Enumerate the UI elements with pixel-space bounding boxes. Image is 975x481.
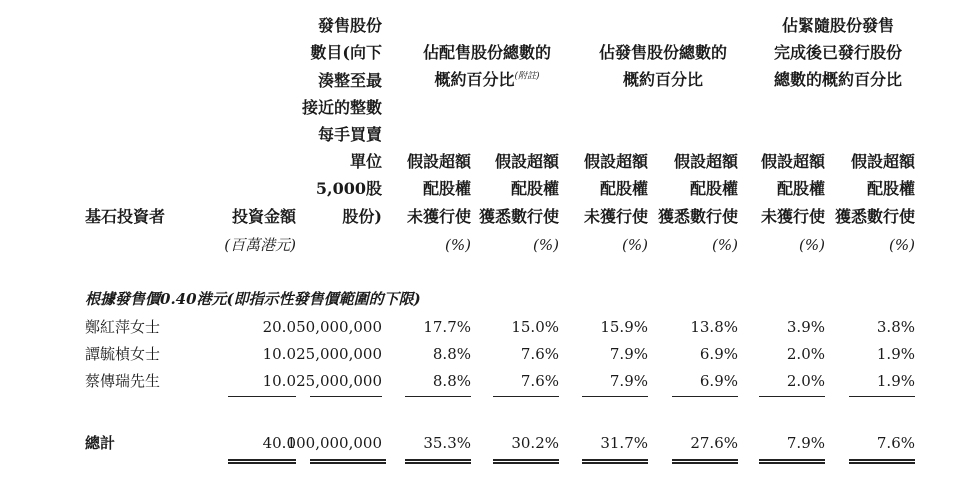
header-shares-line: 接近的整數 bbox=[301, 98, 382, 117]
percent-cell: 15.9% bbox=[600, 318, 648, 336]
shares-cell: 25,000,000 bbox=[296, 372, 382, 390]
group1-header-line: 概約百分比$^{(附註)}$ bbox=[434, 70, 540, 89]
unit-percent: (%) bbox=[799, 236, 825, 254]
unit-percent: (%) bbox=[445, 236, 471, 254]
sub-header-line: 假設超額 bbox=[760, 152, 825, 171]
amount-cell: 20.0 bbox=[262, 318, 296, 336]
sub-header-line: 假設超額 bbox=[850, 152, 915, 171]
percent-cell: 17.7% bbox=[423, 318, 471, 336]
percent-cell: 8.8% bbox=[432, 372, 471, 390]
section-title: 根據發售價0.40港元(即指示性發售價範圍的下限) bbox=[85, 290, 421, 308]
sub-header-line: 配股權 bbox=[776, 179, 825, 198]
investor-name: 譚毓楨女士 bbox=[85, 345, 161, 363]
header-amount: 投資金額 bbox=[231, 207, 296, 226]
header-shares-line: 單位 bbox=[349, 152, 382, 171]
header-shares-line: 發售股份 bbox=[317, 16, 382, 35]
footnote-ref: (附註) bbox=[514, 71, 540, 82]
subtotal-rule bbox=[405, 396, 471, 397]
sub-header-line: 獲悉數行使 bbox=[657, 207, 738, 226]
total-double-rule bbox=[405, 459, 471, 464]
sub-header-line: 配股權 bbox=[599, 179, 648, 198]
total-percent: 7.6% bbox=[876, 434, 915, 452]
percent-cell: 15.0% bbox=[511, 318, 559, 336]
percent-cell: 7.9% bbox=[609, 345, 648, 363]
subtotal-rule bbox=[849, 396, 915, 397]
total-label: 總計 bbox=[85, 434, 116, 452]
percent-cell: 7.9% bbox=[609, 372, 648, 390]
total-percent: 35.3% bbox=[423, 434, 471, 452]
group3-header-line: 完成後已發行股份 bbox=[773, 43, 902, 62]
header-shares-line: 每手買賣 bbox=[317, 125, 382, 144]
header-shares-line: 5,000股 bbox=[315, 179, 382, 198]
total-percent: 27.6% bbox=[690, 434, 738, 452]
investor-name: 蔡傳瑞先生 bbox=[85, 372, 161, 390]
percent-cell: 7.6% bbox=[520, 372, 559, 390]
total-double-rule bbox=[759, 459, 825, 464]
total-double-rule bbox=[849, 459, 915, 464]
total-double-rule bbox=[310, 459, 386, 464]
percent-cell: 6.9% bbox=[699, 345, 738, 363]
percent-cell: 8.8% bbox=[432, 345, 471, 363]
group1-header-line: 佔配售股份總數的 bbox=[422, 43, 551, 62]
percent-cell: 3.8% bbox=[876, 318, 915, 336]
sub-header-line: 未獲行使 bbox=[406, 207, 471, 226]
total-double-rule bbox=[493, 459, 559, 464]
header-shares-line: 湊整至最 bbox=[317, 71, 382, 90]
sub-header-line: 配股權 bbox=[866, 179, 915, 198]
percent-cell: 6.9% bbox=[699, 372, 738, 390]
group3-header-line: 總數的概約百分比 bbox=[773, 70, 902, 89]
total-percent: 7.9% bbox=[786, 434, 825, 452]
header-investor: 基石投資者 bbox=[85, 207, 166, 226]
sub-header-line: 未獲行使 bbox=[583, 207, 648, 226]
sub-header-line: 配股權 bbox=[510, 179, 559, 198]
group2-header-line: 佔發售股份總數的 bbox=[598, 43, 727, 62]
sub-header-line: 假設超額 bbox=[406, 152, 471, 171]
subtotal-rule bbox=[493, 396, 559, 397]
sub-header-line: 假設超額 bbox=[583, 152, 648, 171]
unit-percent: (%) bbox=[889, 236, 915, 254]
total-double-rule bbox=[582, 459, 648, 464]
shares-cell: 50,000,000 bbox=[296, 318, 382, 336]
percent-cell: 7.6% bbox=[520, 345, 559, 363]
subtotal-rule bbox=[310, 396, 382, 397]
total-double-rule bbox=[672, 459, 738, 464]
unit-percent: (%) bbox=[622, 236, 648, 254]
total-amount: 40.0 bbox=[262, 434, 296, 452]
group3-header-line: 佔緊隨股份發售 bbox=[781, 16, 894, 35]
percent-cell: 1.9% bbox=[876, 345, 915, 363]
total-double-rule bbox=[228, 459, 296, 464]
sub-header-line: 未獲行使 bbox=[760, 207, 825, 226]
header-shares-line: 股份) bbox=[342, 207, 382, 226]
amount-cell: 10.0 bbox=[262, 345, 296, 363]
shares-cell: 25,000,000 bbox=[296, 345, 382, 363]
sub-header-line: 配股權 bbox=[422, 179, 471, 198]
percent-cell: 1.9% bbox=[876, 372, 915, 390]
unit-percent: (%) bbox=[712, 236, 738, 254]
sub-header-line: 假設超額 bbox=[673, 152, 738, 171]
group2-header-line: 概約百分比 bbox=[622, 70, 703, 89]
subtotal-rule bbox=[582, 396, 648, 397]
percent-cell: 2.0% bbox=[786, 372, 825, 390]
percent-cell: 2.0% bbox=[786, 345, 825, 363]
subtotal-rule bbox=[759, 396, 825, 397]
subtotal-rule bbox=[672, 396, 738, 397]
sub-header-line: 獲悉數行使 bbox=[834, 207, 915, 226]
amount-cell: 10.0 bbox=[262, 372, 296, 390]
investor-name: 鄭紅萍女士 bbox=[85, 318, 161, 336]
subtotal-rule bbox=[228, 396, 296, 397]
unit-percent: (%) bbox=[533, 236, 559, 254]
unit-amount: (百萬港元) bbox=[224, 236, 296, 254]
total-percent: 30.2% bbox=[511, 434, 559, 452]
sub-header-line: 假設超額 bbox=[494, 152, 559, 171]
sub-header-line: 獲悉數行使 bbox=[478, 207, 559, 226]
sub-header-line: 配股權 bbox=[689, 179, 738, 198]
total-percent: 31.7% bbox=[600, 434, 648, 452]
header-shares-line: 數目(向下 bbox=[310, 43, 382, 62]
percent-cell: 13.8% bbox=[690, 318, 738, 336]
percent-cell: 3.9% bbox=[786, 318, 825, 336]
total-shares: 100,000,000 bbox=[286, 434, 382, 452]
